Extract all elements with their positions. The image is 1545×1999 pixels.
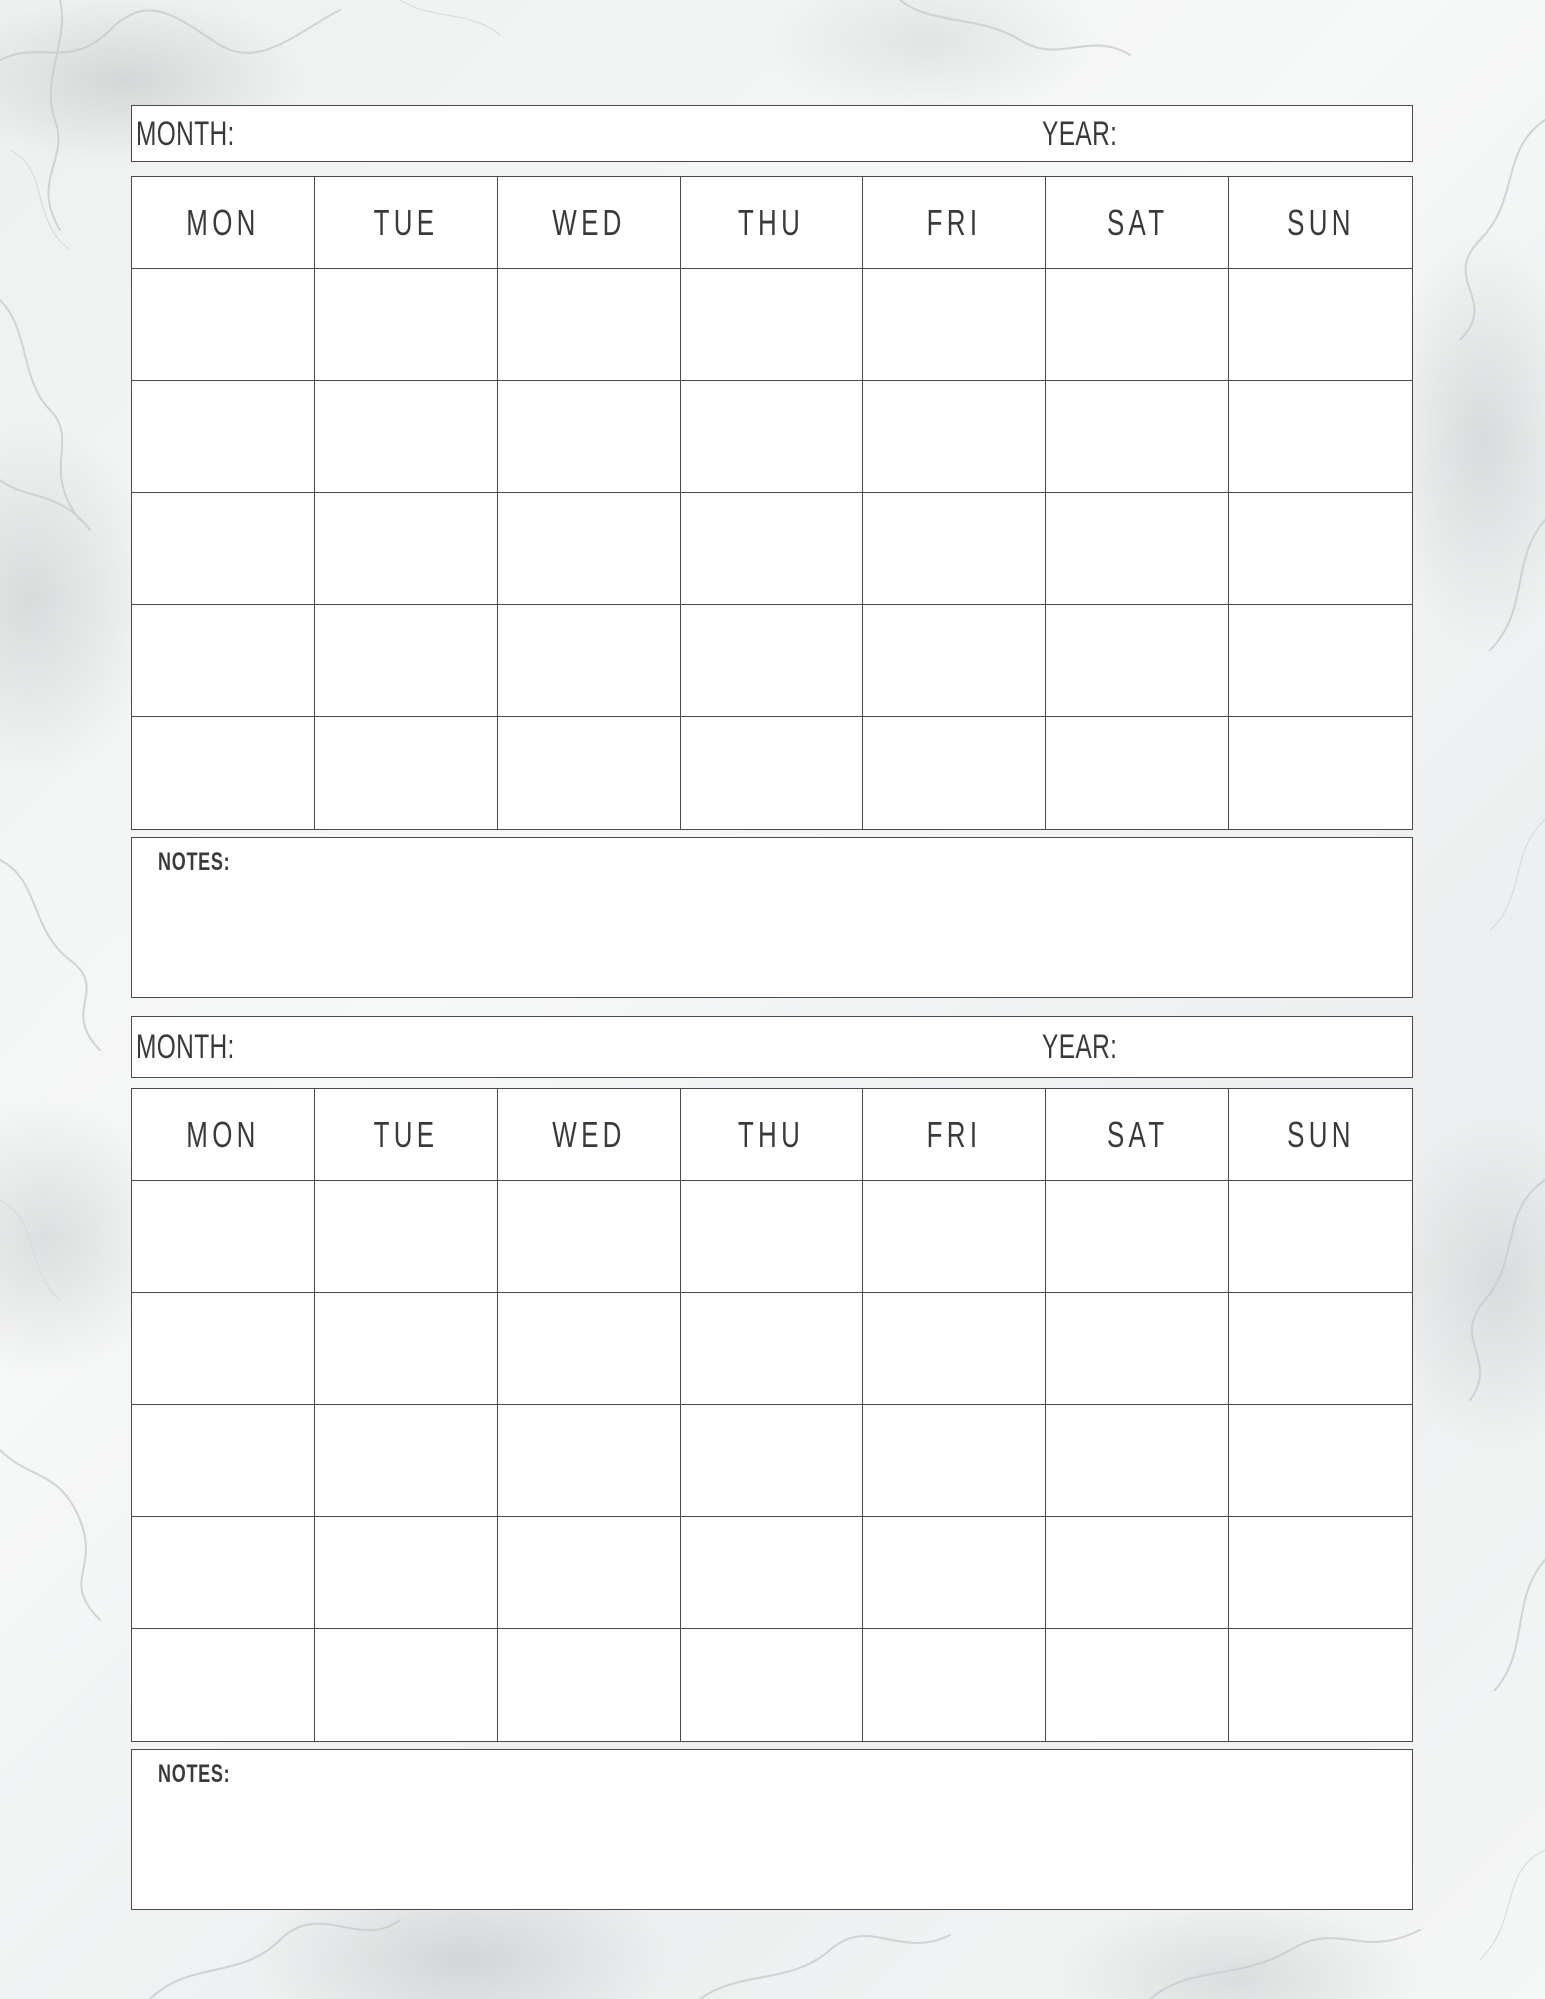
- day-cell[interactable]: [132, 717, 315, 829]
- day-cell[interactable]: [1229, 1405, 1412, 1517]
- day-cell[interactable]: [498, 1293, 681, 1405]
- day-cell[interactable]: [863, 269, 1046, 381]
- day-cell[interactable]: [863, 605, 1046, 717]
- month-year-bar: [131, 1016, 1413, 1078]
- day-header-tue: [315, 1089, 498, 1181]
- day-cell[interactable]: [132, 1629, 315, 1741]
- notes-label: NOTES:: [158, 1760, 231, 1788]
- day-cell[interactable]: [132, 1293, 315, 1405]
- day-cell[interactable]: [1229, 381, 1412, 493]
- day-cell[interactable]: [1046, 269, 1229, 381]
- calendar-grid: [131, 1088, 1413, 1742]
- day-header-fri: [863, 1089, 1046, 1181]
- day-cell[interactable]: [863, 1181, 1046, 1293]
- day-cell[interactable]: [315, 605, 498, 717]
- day-cell[interactable]: [498, 1405, 681, 1517]
- day-header-sat: [1046, 177, 1229, 269]
- day-cell[interactable]: [1229, 493, 1412, 605]
- day-cell[interactable]: [132, 269, 315, 381]
- day-cell[interactable]: [863, 381, 1046, 493]
- day-cell[interactable]: [1229, 1629, 1412, 1741]
- day-cell[interactable]: [315, 717, 498, 829]
- day-cell[interactable]: [863, 1405, 1046, 1517]
- day-cell[interactable]: [315, 1405, 498, 1517]
- day-cell[interactable]: [1046, 1629, 1229, 1741]
- calendar-grid: [131, 176, 1413, 830]
- day-cell[interactable]: [681, 493, 864, 605]
- day-cell[interactable]: [1046, 717, 1229, 829]
- day-cell[interactable]: [498, 1517, 681, 1629]
- day-label: TUE: [373, 201, 439, 243]
- day-label: SAT: [1106, 201, 1168, 243]
- day-cell[interactable]: [498, 493, 681, 605]
- day-label: SUN: [1286, 1113, 1355, 1155]
- notes-box[interactable]: [131, 1749, 1413, 1910]
- day-header-mon: [132, 177, 315, 269]
- day-cell[interactable]: [1229, 1517, 1412, 1629]
- day-cell[interactable]: [498, 269, 681, 381]
- day-cell[interactable]: [1046, 1181, 1229, 1293]
- day-label: TUE: [373, 1113, 439, 1155]
- day-cell[interactable]: [1046, 1517, 1229, 1629]
- year-label: YEAR:: [1042, 1028, 1118, 1066]
- day-cell[interactable]: [681, 1405, 864, 1517]
- day-cell[interactable]: [132, 493, 315, 605]
- day-header-thu: [681, 177, 864, 269]
- day-cell[interactable]: [863, 717, 1046, 829]
- day-label: MON: [186, 201, 260, 243]
- day-cell[interactable]: [1229, 1293, 1412, 1405]
- day-cell[interactable]: [1229, 1181, 1412, 1293]
- day-cell[interactable]: [315, 1629, 498, 1741]
- day-cell[interactable]: [132, 381, 315, 493]
- day-cell[interactable]: [863, 1293, 1046, 1405]
- day-header-mon: [132, 1089, 315, 1181]
- day-cell[interactable]: [132, 605, 315, 717]
- day-cell[interactable]: [681, 1181, 864, 1293]
- month-label: MONTH:: [136, 115, 235, 153]
- day-label: FRI: [926, 201, 982, 243]
- day-label: SUN: [1286, 201, 1355, 243]
- day-cell[interactable]: [315, 1293, 498, 1405]
- day-cell[interactable]: [315, 493, 498, 605]
- notes-box[interactable]: [131, 837, 1413, 998]
- day-cell[interactable]: [498, 1629, 681, 1741]
- day-label: SAT: [1106, 1113, 1168, 1155]
- day-label: WED: [551, 201, 626, 243]
- day-label: WED: [551, 1113, 626, 1155]
- day-cell[interactable]: [132, 1405, 315, 1517]
- day-cell[interactable]: [681, 717, 864, 829]
- day-cell[interactable]: [681, 1629, 864, 1741]
- day-cell[interactable]: [315, 269, 498, 381]
- day-cell[interactable]: [498, 717, 681, 829]
- day-label: THU: [738, 201, 805, 243]
- day-cell[interactable]: [1046, 1405, 1229, 1517]
- day-cell[interactable]: [498, 1181, 681, 1293]
- day-cell[interactable]: [1229, 717, 1412, 829]
- day-header-wed: [498, 177, 681, 269]
- notes-label: NOTES:: [158, 848, 231, 876]
- day-cell[interactable]: [681, 1517, 864, 1629]
- month-year-bar: [131, 105, 1413, 162]
- day-cell[interactable]: [498, 605, 681, 717]
- day-cell[interactable]: [1229, 269, 1412, 381]
- day-cell[interactable]: [681, 269, 864, 381]
- day-header-sun: [1229, 1089, 1412, 1181]
- day-cell[interactable]: [1046, 605, 1229, 717]
- day-cell[interactable]: [863, 1517, 1046, 1629]
- day-header-thu: [681, 1089, 864, 1181]
- day-header-wed: [498, 1089, 681, 1181]
- day-cell[interactable]: [863, 493, 1046, 605]
- day-header-sat: [1046, 1089, 1229, 1181]
- day-cell[interactable]: [315, 1517, 498, 1629]
- day-label: THU: [738, 1113, 805, 1155]
- day-cell[interactable]: [681, 1293, 864, 1405]
- day-cell[interactable]: [315, 381, 498, 493]
- day-cell[interactable]: [132, 1181, 315, 1293]
- day-header-tue: [315, 177, 498, 269]
- day-header-sun: [1229, 177, 1412, 269]
- year-label: YEAR:: [1042, 115, 1118, 153]
- day-cell[interactable]: [498, 381, 681, 493]
- day-cell[interactable]: [1046, 493, 1229, 605]
- day-cell[interactable]: [1046, 1293, 1229, 1405]
- day-label: FRI: [926, 1113, 982, 1155]
- day-cell[interactable]: [681, 605, 864, 717]
- day-cell[interactable]: [863, 1629, 1046, 1741]
- day-cell[interactable]: [681, 381, 864, 493]
- day-cell[interactable]: [1229, 605, 1412, 717]
- month-label: MONTH:: [136, 1028, 235, 1066]
- day-header-fri: [863, 177, 1046, 269]
- day-cell[interactable]: [1046, 381, 1229, 493]
- day-label: MON: [186, 1113, 260, 1155]
- day-cell[interactable]: [132, 1517, 315, 1629]
- day-cell[interactable]: [315, 1181, 498, 1293]
